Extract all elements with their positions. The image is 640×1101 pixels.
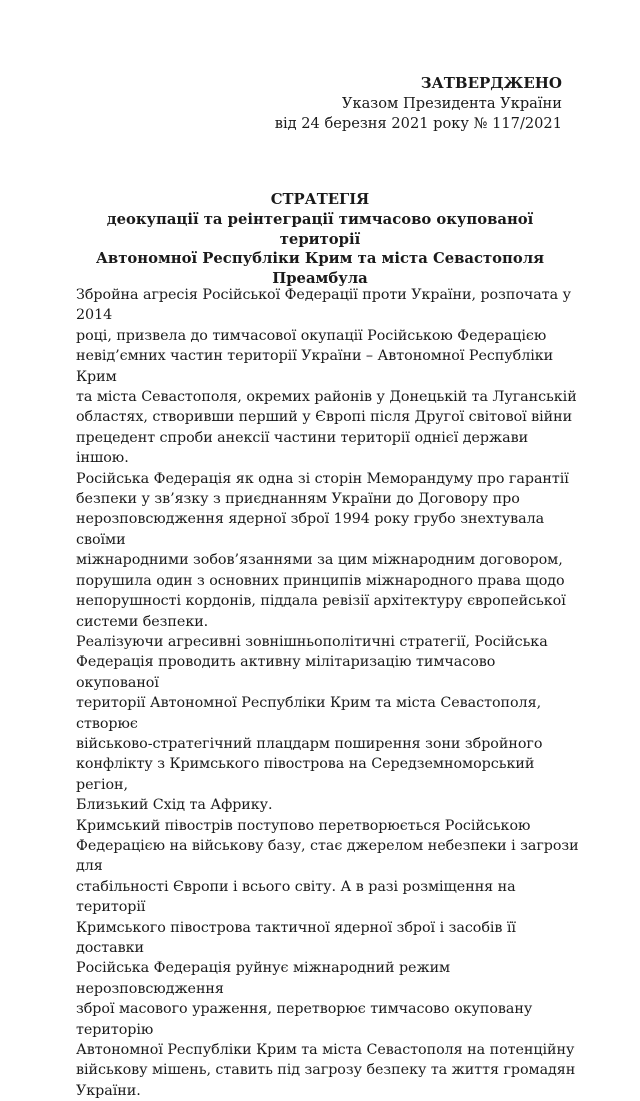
text-line: військово-стратегічний плацдарм поширення зони збройного [76,735,543,752]
text-line: Російська Федерація як одна зі сторін Меморандуму про гарантії [76,470,569,487]
preamble-body [76,285,580,1101]
text-line: Кримський півострів поступово перетворюється Російською [76,817,531,834]
text-line: території Автономної Республіки Крим та міста Севастополя, створює [76,695,542,732]
text-line: Реалізуючи агресивні зовнішньополітичні стратегії, Російська [76,633,548,650]
approved-label: ЗАТВЕРДЖЕНО [420,74,562,92]
text-line: Федерацією на військову базу, стає джерелом небезпеки і загрози для [76,837,579,875]
title-subject-line: деокупації та реінтеграції тимчасово окупованої території [106,210,534,248]
text-line: військову мішень, ставить під загрозу безпеку та життя громадян [76,1062,576,1079]
text-line: областях, створивши перший у Європі після Другої світової війни [76,409,573,426]
text-line: Російська Федерація руйнує міжнародний режим нерозповсюдження [76,960,451,997]
text-line: та міста Севастополя, окремих районів у Донецькій та Луганській [76,389,577,406]
decree-date-line: від 24 березня 2021 року № 117/2021 [274,115,562,132]
text-line: нерозповсюдження ядерної зброї 1994 року грубо знехтувала своїми [76,511,545,548]
text-line: конфлікту з Кримського півострова на Середземноморський регіон, [76,756,535,793]
text-line: стабільності Європи і всього світу. А в разі розміщення на території [76,878,516,916]
text-line: системи безпеки. [76,613,209,630]
paragraph-3 [76,816,580,1101]
text-line: Федерація проводить активну мілітаризацію тимчасово окупованої [76,654,496,691]
text-line: Близький Схід та Африку. [76,797,273,814]
text-line: міжнародними зобов’язаннями за цим міжнародним договором, [76,552,563,569]
text-line: порушила один з основних принципів міжнародного права щодо [76,572,565,589]
text-line: Кримського півострова тактичної ядерної зброї і засобів її доставки [76,919,516,956]
text-line: України. [76,1082,141,1099]
text-line: зброї масового ураження, перетворює тимчасово окуповану територію [76,1001,533,1038]
text-line: Автономної Республіки Крим та міста Севастополя на потенційну [76,1042,575,1059]
paragraph-1 [76,285,580,632]
text-line: непорушності кордонів, піддала ревізії архітектуру європейської [76,593,566,610]
text-line: невід’ємних частин території України – Автономної Республіки Крим [76,348,554,385]
paragraph-2 [76,632,580,816]
text-line: році, призвела до тимчасової окупації Російською Федерацією [76,327,547,344]
approval-stamp [275,73,562,134]
text-line: безпеки у зв’язку з приєднанням України до Договору про [76,491,520,508]
title-strategy: СТРАТЕГІЯ [270,191,370,208]
section-heading-preamble: Преамбула [272,270,368,288]
title-territory-line: Автономної Республіки Крим та міста Севастополя [95,250,545,268]
decree-line: Указом Президента України [341,95,562,112]
text-line: Збройна агресія Російської Федерації проти України, розпочата у 2014 [76,287,571,324]
document-title [70,190,570,289]
text-line: прецедент спроби анексії частини території однієї держави іншою. [76,429,529,467]
